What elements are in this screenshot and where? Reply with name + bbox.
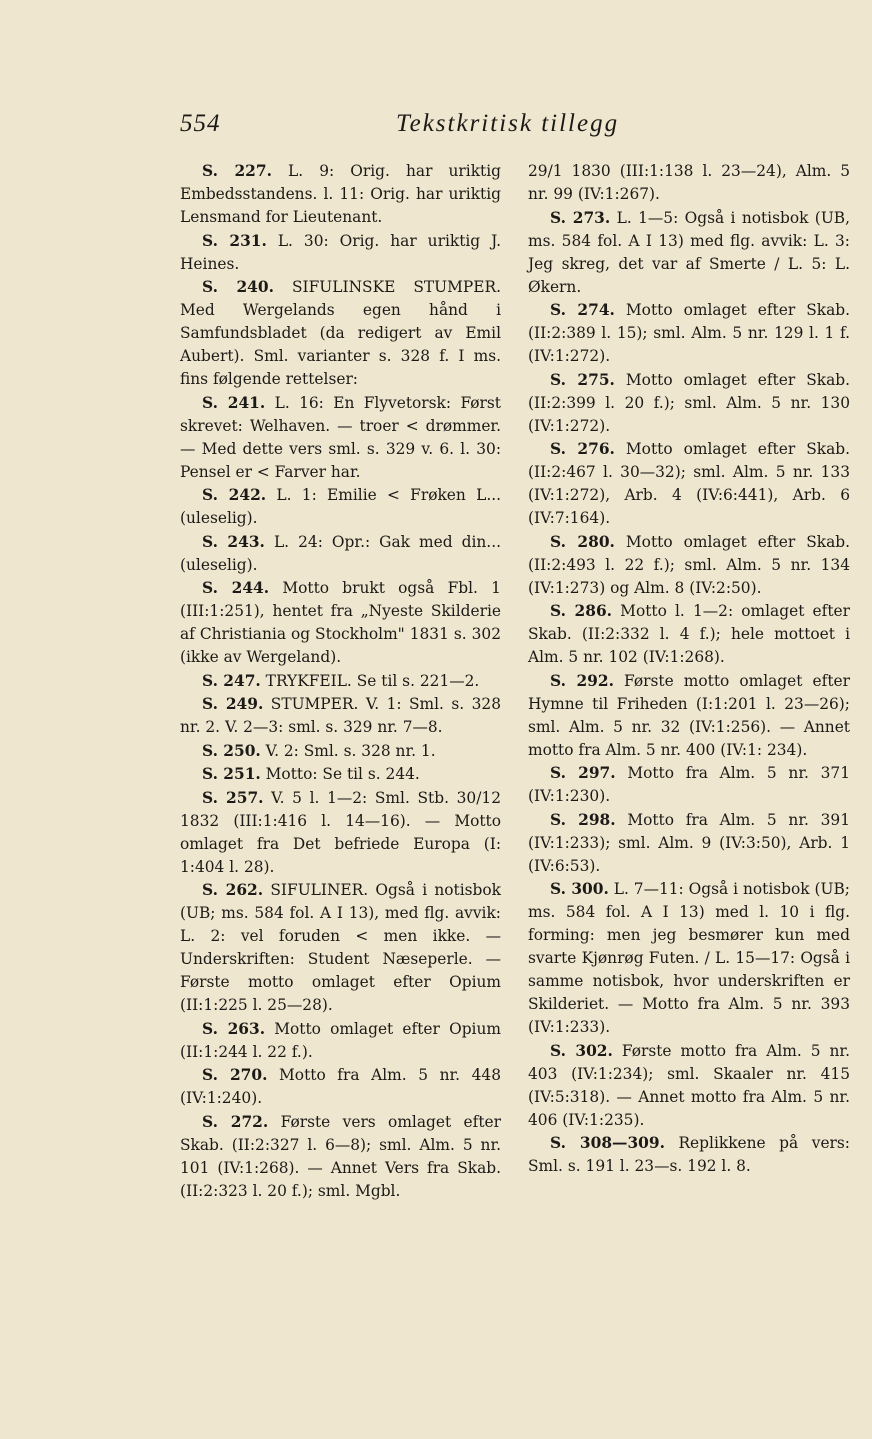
page-reference: S. 276. [550,440,615,458]
note-text: TRYKFEIL. Se til s. 221—2. [260,671,480,690]
note-text: L. 24: Opr.: Gak med din... (uleselig). [180,532,501,574]
note-text: Motto omlaget efter Opium (II:1:244 l. 22 f.). [180,1019,501,1061]
page-reference: S. 300. [550,880,609,898]
note-text: Motto l. 1—2: omlaget efter Skab. (II:2:332 l. 4 f.); hele mottoet i Alm. 5 nr. 102 (IV:1:268). [528,602,850,666]
note-entry [180,230,501,276]
note-entry [528,369,850,438]
note-entry [180,693,501,739]
page-reference: S. 274. [550,301,615,319]
note-text: 29/1 1830 (III:1:138 l. 23—24), Alm. 5 nr. 99 (IV:1:267). [528,162,850,203]
note-entry [180,787,501,879]
note-entry [528,160,850,206]
note-text: Første motto omlaget efter Hymne til Friheden (I:1:201 l. 23—26); sml. Alm. 5 nr. 32 (IV:1:256). — Annet motto fra Alm. 5 nr. 400 (IV:1: 234). [528,671,850,759]
page-reference: S. 308—309. [550,1134,665,1152]
note-text: Motto omlaget efter Skab. (II:2:389 l. 15); sml. Alm. 5 nr. 129 l. 1 f. (IV:1:272). [528,301,850,365]
note-entry [180,879,501,1017]
note-entry [528,207,850,299]
note-entry [528,438,850,530]
note-text: L. 30: Orig. har uriktig J. Heines. [180,231,501,273]
page-reference: S. 297. [550,764,616,782]
note-text: L. 1—5: Også i notisbok (UB, ms. 584 fol. A I 13) med flg. avvik: L. 3: Jeg skreg, det var af Smerte / L. 5: L. Økern. [528,208,850,296]
note-entry [528,299,850,368]
page-reference: S. 272. [202,1112,269,1131]
page-reference: S. 231. [202,231,267,250]
page-reference: S. 298. [550,810,616,829]
page-reference: S. 257. [202,788,264,807]
page-reference: S. 286. [550,602,613,620]
note-entry [528,809,850,878]
note-text: Replikkene på vers: Sml. s. 191 l. 23—s. 192 l. 8. [528,1134,850,1175]
note-text: Første vers omlaget efter Skab. (II:2:327 l. 6—8); sml. Alm. 5 nr. 101 (IV:1:268). — Annet Vers fra Skab. (II:2:323 l. 20 f.); sml. Mgbl. [180,1112,501,1200]
note-text: Motto omlaget efter Skab. (II:2:493 l. 22 f.); sml. Alm. 5 nr. 134 (IV:1:273) og Alm. 8 (IV:2:50). [528,532,850,597]
note-text: L. 9: Orig. har uriktig Embedsstandens. l. 11: Orig. har uriktig Lensmand for Lieutenant. [180,162,501,226]
page-reference: S. 227. [202,162,272,180]
page-reference: S. 244. [202,579,270,597]
note-entry [180,763,501,786]
note-entry [180,276,501,391]
page-reference: S. 302. [550,1041,613,1060]
page-reference: S. 262. [202,881,264,899]
page-reference: S. 292. [550,671,614,690]
note-entry [180,392,501,484]
note-text: SIFULINSKE STUMPER. Med Wergelands egen hånd i Samfundsbladet (da redigert av Emil Aubert). Sml. varianter s. 328 f. I ms. fins følgende rettelser: [180,278,501,388]
note-text: Motto: Se til s. 244. [260,765,420,783]
page-reference: S. 247. [202,671,261,690]
page-reference: S. 240. [202,278,274,296]
note-entry [180,531,501,577]
note-entry [528,670,850,762]
page-reference: S. 280. [550,532,615,551]
note-text: Motto fra Alm. 5 nr. 448 (IV:1:240). [180,1066,501,1107]
note-entry [528,600,850,669]
note-text: V. 5 l. 1—2: Sml. Stb. 30/12 1832 (III:1:416 l. 14—16). — Motto omlaget fra Det befriede Europa (I: 1:404 l. 28). [180,788,501,876]
note-entry [180,1018,501,1064]
note-entry [180,740,501,763]
page-reference: S. 241. [202,393,266,412]
page-reference: S. 242. [202,486,267,504]
page-reference: S. 273. [550,208,611,227]
note-entry [180,577,501,669]
note-text: V. 2: Sml. s. 328 nr. 1. [260,741,436,760]
note-entry [528,531,850,600]
note-entry [528,762,850,808]
page-reference: S. 275. [550,370,615,389]
note-entry [180,160,501,229]
note-entry [180,1111,501,1203]
note-text: SIFULINER. Også i notisbok (UB; ms. 584 fol. A I 13), med flg. avvik: L. 2: vel foruden < men ikke. — Underskriften: Student Næseperle. — Første motto omlaget efter Opium (II:1:225 l. 25—28). [180,881,501,1014]
page-reference: S. 263. [202,1019,266,1038]
note-text: Motto omlaget efter Skab. (II:2:399 l. 20 f.); sml. Alm. 5 nr. 130 (IV:1:272). [528,370,850,435]
running-title: Tekstkritisk tillegg [396,110,620,137]
note-text: Første motto fra Alm. 5 nr. 403 (IV:1:234); sml. Skaaler nr. 415 (IV:5:318). — Annet motto fra Alm. 5 nr. 406 (IV:1:235). [528,1041,850,1129]
note-text: Motto omlaget efter Skab. (II:2:467 l. 30—32); sml. Alm. 5 nr. 133 (IV:1:272), Arb. 4 (IV:6:441), Arb. 6 (IV:7:164). [528,440,850,527]
left-column [180,160,501,1203]
note-text: L. 1: Emilie < Frøken L... (uleselig). [180,486,501,527]
page-reference: S. 249. [202,695,264,713]
page-reference: S. 250. [202,741,261,760]
note-entry [528,1132,850,1178]
note-entry [180,484,501,530]
note-text: L. 7—11: Også i notisbok (UB; ms. 584 fol. A I 13) med l. 10 i flg. forming: men jeg besmører kun med svarte Kjønrøg Futen. / L. 15—17: Også i samme notisbok, hvor underskriften er Skilderiet. — Motto fra Alm. 5 nr. 393 (IV:1:233). [528,880,850,1036]
note-text: STUMPER. V. 1: Sml. s. 328 nr. 2. V. 2—3: sml. s. 329 nr. 7—8. [180,695,501,736]
note-entry [528,1040,850,1132]
page-reference: S. 243. [202,532,265,551]
right-column [528,160,850,1179]
note-entry [180,670,501,693]
note-text: Motto brukt også Fbl. 1 (III:1:251), hentet fra „Nyeste Skilderie af Christiania og Stockholm" 1831 s. 302 (ikke av Wergeland). [180,579,501,666]
page-number: 554 [180,110,221,137]
page-reference: S. 251. [202,765,261,783]
note-entry [528,878,850,1039]
page-reference: S. 270. [202,1066,268,1084]
note-entry [180,1064,501,1110]
note-text: L. 16: En Flyvetorsk: Først skrevet: Welhaven. — troer < drømmer. — Med dette vers sml. s. 329 v. 6. l. 30: Pensel er < Farver har. [180,393,501,481]
note-text: Motto fra Alm. 5 nr. 391 (IV:1:233); sml. Alm. 9 (IV:3:50), Arb. 1 (IV:6:53). [528,810,850,875]
note-text: Motto fra Alm. 5 nr. 371 (IV:1:230). [528,764,850,805]
